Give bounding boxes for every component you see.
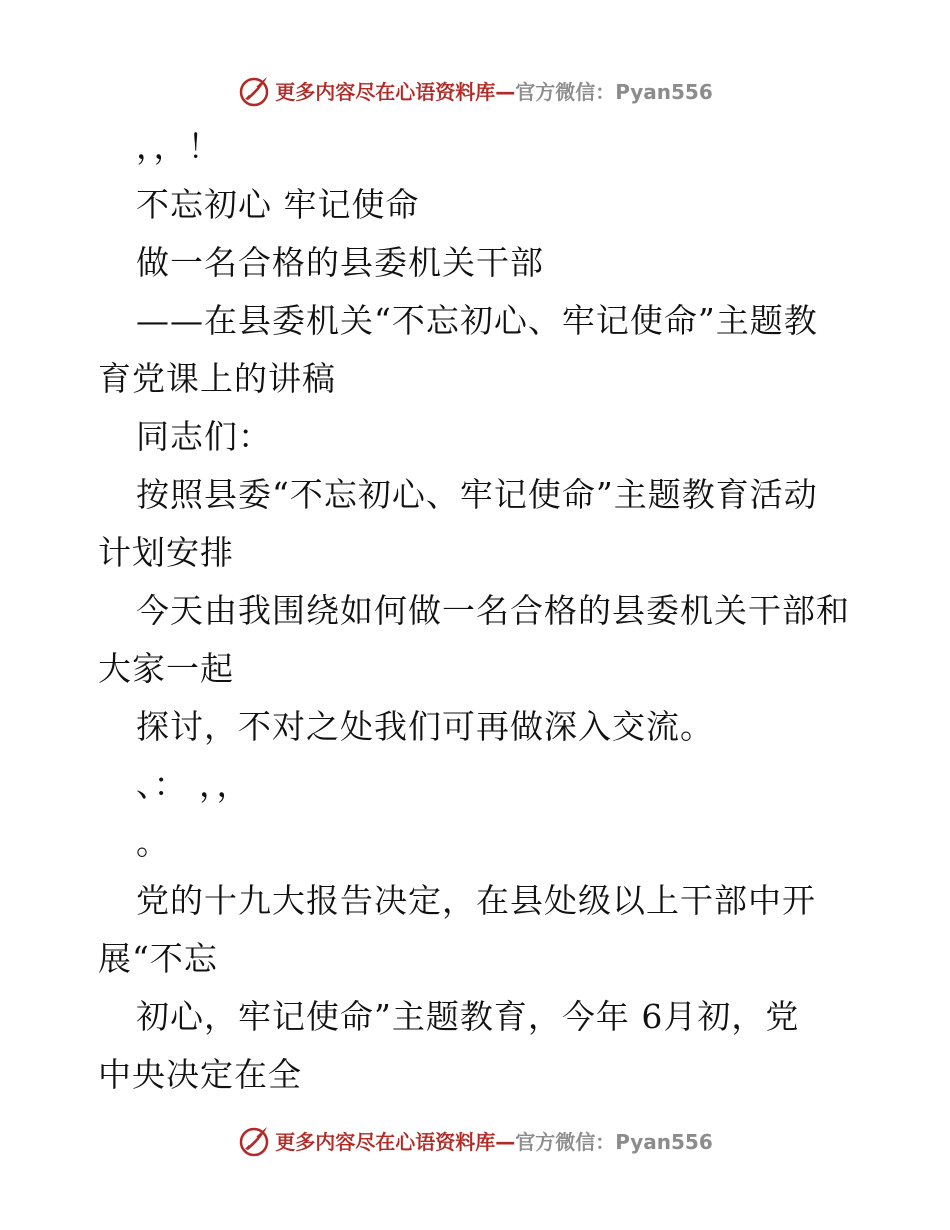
body-line: 今天由我围绕如何做一名合格的县委机关干部和 bbox=[136, 591, 850, 630]
body-line: 做一名合格的县委机关干部 bbox=[136, 243, 544, 282]
header-text-gray: 官方微信：Pyan556 bbox=[515, 79, 713, 104]
body-line: 。 bbox=[136, 823, 170, 862]
body-line: 同志们： bbox=[136, 417, 272, 456]
body-line: 按照县委“不忘初心、牢记使命”主题教育活动 bbox=[136, 475, 818, 514]
quill-pen-logo-icon bbox=[237, 73, 271, 107]
body-line: 育党课上的讲稿 bbox=[98, 359, 336, 398]
body-line: 探讨，不对之处我们可再做深入交流。 bbox=[136, 707, 714, 746]
body-line: 大家一起 bbox=[98, 649, 234, 688]
body-line: 中央决定在全 bbox=[98, 1055, 302, 1094]
body-line: 展“不忘 bbox=[98, 939, 218, 978]
body-line: 初心，牢记使命”主题教育，今年 6月初，党 bbox=[136, 997, 800, 1036]
body-line: 计划安排 bbox=[98, 533, 234, 572]
footer-text-red: 更多内容尽在心语资料库— bbox=[275, 1129, 516, 1154]
header-text-red: 更多内容尽在心语资料库— bbox=[275, 79, 516, 104]
body-line: 党的十九大报告决定，在县处级以上干部中开 bbox=[136, 881, 816, 920]
document-body bbox=[98, 118, 858, 1104]
header-watermark bbox=[0, 70, 950, 110]
footer-watermark bbox=[0, 1120, 950, 1160]
body-line: 、： ，， bbox=[136, 765, 251, 804]
body-line: 不忘初心 牢记使命 bbox=[136, 185, 420, 224]
body-line: ，，！ bbox=[136, 127, 222, 166]
body-line: ——在县委机关“不忘初心、牢记使命”主题教 bbox=[136, 301, 818, 340]
footer-text-gray: 官方微信：Pyan556 bbox=[515, 1129, 713, 1154]
quill-pen-logo-icon bbox=[237, 1123, 271, 1157]
